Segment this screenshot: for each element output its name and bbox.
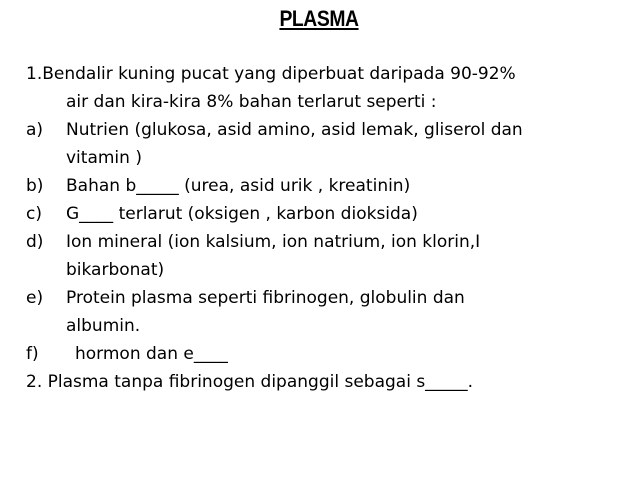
- subitem-d-marker: d): [26, 232, 44, 252]
- item-2-text: 2. Plasma tanpa fibrinogen dipanggil sebagai s_____.: [26, 372, 474, 392]
- subitem-f-marker: f): [26, 344, 39, 364]
- subitem-c: [26, 200, 626, 228]
- subitem-a-marker: a): [26, 120, 44, 140]
- item-1-text-2: air dan kira-kira 8% bahan terlarut seperti :: [66, 92, 437, 112]
- subitem-f: [26, 340, 626, 368]
- slide-body: [26, 60, 626, 396]
- subitem-e-marker: e): [26, 288, 44, 308]
- item-1-line-1: [26, 60, 626, 88]
- subitem-b-text: Bahan b_____ (urea, asid urik , kreatinin): [66, 176, 411, 196]
- subitem-d-text-1: Ion mineral (ion kalsium, ion natrium, ion klorin,I: [66, 232, 481, 252]
- subitem-d-text-2: bikarbonat): [66, 260, 165, 280]
- subitem-a-text-1: Nutrien (glukosa, asid amino, asid lemak, gliserol dan: [66, 120, 523, 140]
- item-1-number: 1.: [26, 64, 43, 84]
- subitem-a-text-2: vitamin ): [66, 148, 142, 168]
- subitem-c-marker: c): [26, 204, 42, 224]
- slide-title: PLASMA: [279, 6, 359, 31]
- subitem-a: [26, 116, 626, 144]
- subitem-f-text: hormon dan e____: [75, 344, 228, 364]
- subitem-b-marker: b): [26, 176, 44, 196]
- subitem-e-text-2: albumin.: [66, 316, 141, 336]
- subitem-e: [26, 284, 626, 312]
- subitem-c-text: G____ terlarut (oksigen , karbon dioksida): [66, 204, 418, 224]
- item-1-text-1: Bendalir kuning pucat yang diperbuat daripada 90-92%: [42, 64, 516, 84]
- subitem-b: [26, 172, 626, 200]
- subitem-d: [26, 228, 626, 256]
- subitem-e-text-1: Protein plasma seperti fibrinogen, globulin dan: [66, 288, 465, 308]
- item-2: [26, 368, 626, 396]
